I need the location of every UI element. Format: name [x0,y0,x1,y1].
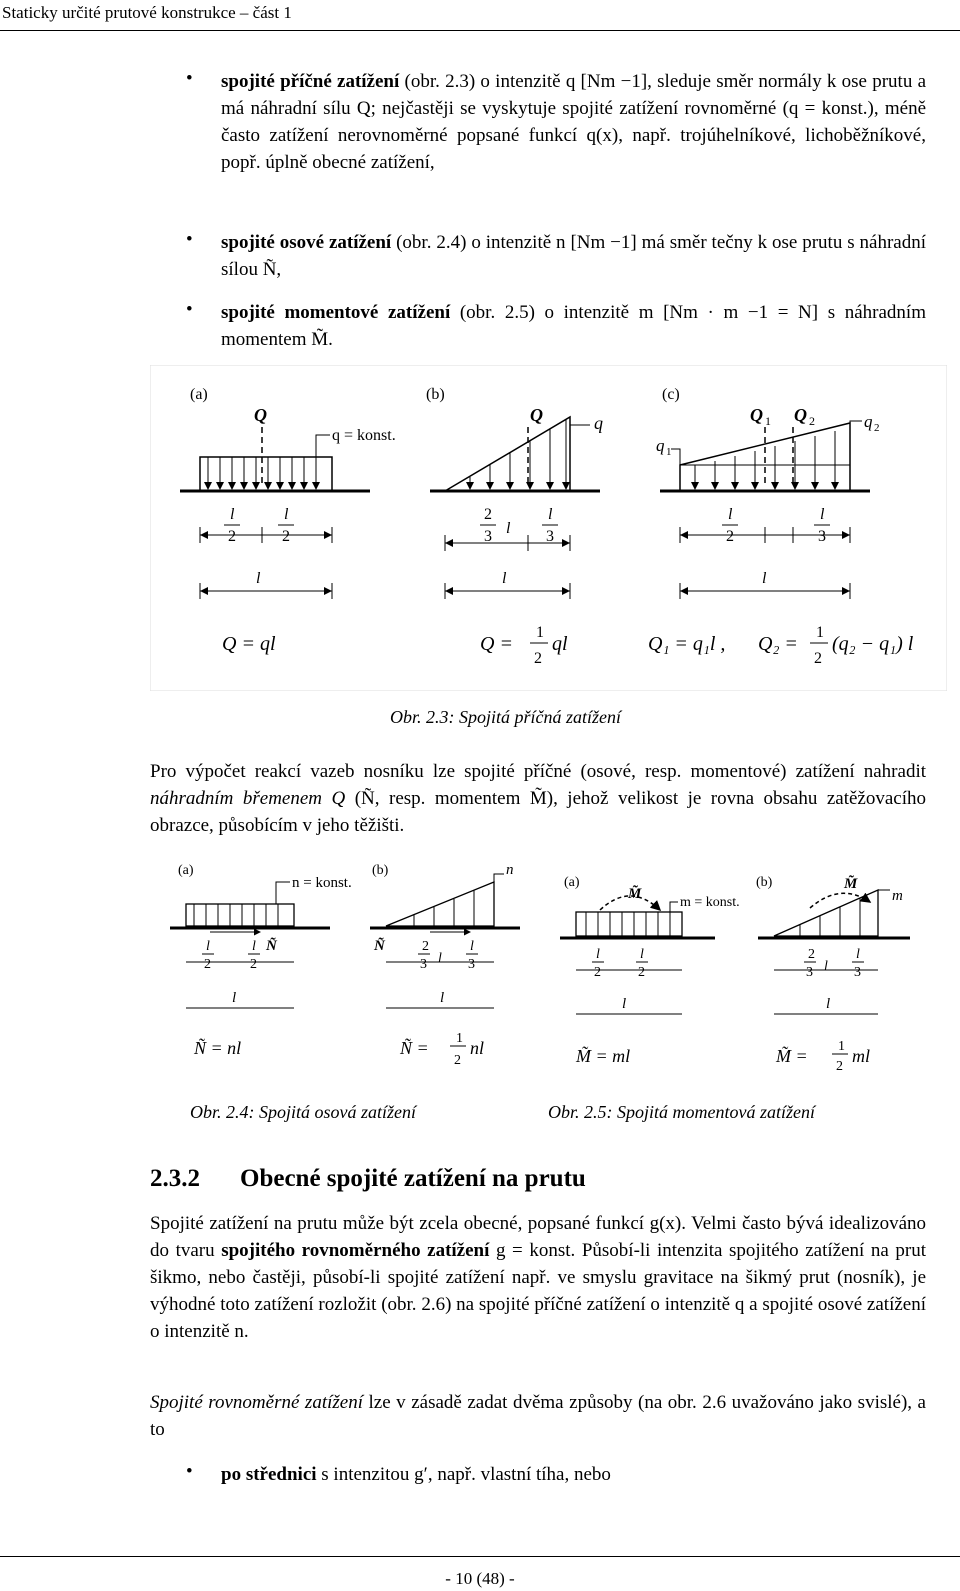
svg-text:(b): (b) [756,875,773,890]
svg-text:1: 1 [816,624,824,641]
bullet-along-centerline: po střednici s intenzitou g′, např. vlastní tíha, nebo [221,1464,611,1485]
svg-text:1: 1 [536,624,544,641]
svg-text:ml: ml [852,1046,870,1066]
panel-label: (a) [190,386,208,403]
svg-text:1: 1 [456,1031,463,1046]
svg-text:M̃: M̃ [844,876,858,892]
formula-5a: M̃ = ml [576,1046,631,1066]
bullet-moment-load [221,299,926,353]
svg-text:q: q [656,436,665,455]
svg-text:nl: nl [470,1038,485,1058]
svg-text:Q: Q [750,405,763,425]
svg-text:2: 2 [282,528,290,545]
panel-label: (b) [426,386,445,403]
svg-text:Q: Q [794,405,807,425]
panel-b-triangular [430,405,603,667]
paragraph-replacement-load: Pro výpočet reakcí vazeb nosníku lze spojité příčné (osové, resp. momentové) zatížení nahradit náhradním břemenem Q (Ñ, resp. momentem M̃), jehož velikost je rovna obsahu zatěžovacího obrazce, působícím v jeho těžišti. [150,761,926,836]
section-heading [150,1165,586,1193]
svg-text:q: q [864,412,873,431]
svg-text:2: 2 [484,506,492,523]
bullet-dot: • [186,229,193,250]
svg-text:n = konst.: n = konst. [292,875,352,891]
svg-text:2: 2 [422,939,429,954]
svg-text:Q: Q [530,405,543,425]
svg-text:3: 3 [818,528,826,545]
svg-text:l: l [856,947,860,962]
fig24-panel-b [370,862,520,1068]
svg-text:l: l [820,506,825,523]
svg-text:l: l [256,570,261,587]
svg-text:2: 2 [250,957,257,972]
svg-text:l: l [470,939,474,954]
header-title: Staticky určité prutové konstrukce – část 1 [2,3,292,22]
svg-text:2: 2 [874,422,880,434]
svg-text:2: 2 [638,965,645,980]
svg-text:3: 3 [854,965,861,980]
caption-fig-2-5: Obr. 2.5: Spojitá momentová zatížení [548,1102,815,1122]
bullet-dot: • [186,1461,193,1482]
figure-2-3 [150,365,947,691]
svg-text:Q =: Q = [480,633,513,655]
svg-text:Q₂ =: Q₂ = [758,633,798,655]
svg-text:2: 2 [836,1059,843,1074]
panel-label: (c) [662,386,680,403]
svg-text:l: l [232,990,237,1006]
svg-text:l: l [826,996,831,1012]
label-q-konst: q = konst. [332,427,396,444]
bullet-text: (obr. 2.3) o intenzitě q [Nm −1], sleduje směr normály k ose prutu a má náhradní sílu Q; nejčastěji se vyskytuje spojité zatížení rovnoměrné (q = konst.), méně často zatížení nerovnoměrné popsané funkcí q(x), např. trojúhelníkové, lichoběžníkové, popř. úplně obecné zatížení, [221,71,927,173]
svg-text:(q₂ − q₁) l: (q₂ − q₁) l [832,633,914,655]
svg-text:2: 2 [454,1053,461,1068]
svg-text:M̃ =: M̃ = [776,1046,808,1066]
svg-text:Ñ =: Ñ = [400,1038,429,1058]
bullet-transverse-load [221,68,926,176]
svg-text:l: l [728,506,733,523]
page-footer [0,1556,960,1588]
section-number: 2.3.2 [150,1165,200,1192]
paragraph-general-load: Spojité zatížení na prutu může být zcela obecné, popsané funkcí g(x). Velmi často bývá idealizováno do tvaru spojitého rovnoměrného zatížení g = konst. Působí-li intenzita spojitého zatížení na prut šikmo, nebo častěji, působí-li spojité zatížení např. ve smyslu gravitace na šikmý prut (nosník), je výhodné toto zatížení rozložit (obr. 2.6) na spojité příčné zatížení o intenzitě q a spojité osové zatížení o intenzitě n. [150,1213,927,1342]
panel-a-uniform [180,405,396,655]
formula-4a: Ñ = nl [194,1038,242,1058]
fig25-panel-a [560,884,740,1066]
formula-c1: Q₁ = q₁l , [648,633,726,655]
bullet-bold: spojité příčné zatížení [221,71,400,92]
svg-text:(a): (a) [564,875,580,890]
bullet-axial-load [221,229,926,283]
label-Q: Q [254,405,267,425]
svg-text:2: 2 [228,528,236,545]
svg-text:2: 2 [809,414,815,428]
formula-a: Q = ql [222,633,276,655]
svg-text:l: l [762,570,767,587]
svg-text:3: 3 [484,528,492,545]
svg-text:ql: ql [552,633,568,655]
svg-text:2: 2 [204,957,211,972]
svg-text:l: l [206,939,210,954]
bullet-bold: spojité osové zatížení [221,232,392,253]
svg-text:l: l [824,959,828,974]
bullet-dot: • [186,68,193,89]
bullet-text: (obr. 2.4) o intenzitě n [Nm −1] má směr tečny k ose prutu s náhradní sílou Ñ, [221,232,927,280]
svg-text:2: 2 [814,650,822,667]
svg-text:3: 3 [468,957,475,972]
figure-2-5 [540,852,930,1088]
svg-text:M̃: M̃ [628,886,642,902]
svg-text:1: 1 [838,1039,845,1054]
svg-text:m: m [892,888,903,904]
svg-text:l: l [506,520,511,537]
svg-text:l: l [438,951,442,966]
svg-text:l: l [502,570,507,587]
svg-text:m = konst.: m = konst. [680,895,740,910]
svg-text:2: 2 [726,528,734,545]
svg-text:n: n [506,862,514,878]
section-title: Obecné spojité zatížení na prutu [240,1165,586,1192]
svg-text:(b): (b) [372,863,389,878]
svg-text:3: 3 [546,528,554,545]
svg-text:2: 2 [534,650,542,667]
bullet-text: (obr. 2.5) o intenzitě m [Nm · m −1 = N] s náhradním momentem M̃. [221,302,926,350]
svg-text:1: 1 [666,446,672,458]
fig25-panel-b [758,874,910,1074]
svg-text:q: q [594,413,603,433]
bullet-bold: spojité momentové zatížení [221,302,451,323]
paragraph-uniform-load: Spojité rovnoměrné zatížení lze v zásadě zadat dvěma způsoby (na obr. 2.6 uvažováno jako svislé), a to [150,1392,926,1440]
svg-text:l: l [230,506,235,523]
svg-text:1: 1 [765,414,771,428]
caption-fig-2-4: Obr. 2.4: Spojitá osová zatížení [190,1102,417,1122]
svg-text:Ñ: Ñ [266,938,277,954]
svg-text:l: l [284,506,289,523]
svg-text:l: l [548,506,553,523]
bullet-dot: • [186,299,193,320]
svg-text:l: l [640,947,644,962]
svg-text:l: l [440,990,445,1006]
svg-text:l: l [252,939,256,954]
svg-text:2: 2 [808,947,815,962]
svg-text:3: 3 [420,957,427,972]
svg-text:(a): (a) [178,863,194,878]
svg-text:3: 3 [806,965,813,980]
panel-c-trapezoidal [648,405,914,667]
svg-text:Ñ: Ñ [374,938,385,954]
fig24-panel-a [170,875,352,1058]
svg-text:2: 2 [594,965,601,980]
page-number: - 10 (48) - [445,1569,515,1588]
figure-2-4 [150,852,530,1088]
svg-text:l: l [596,947,600,962]
caption-fig-2-3: Obr. 2.3: Spojitá příčná zatížení [390,707,622,727]
svg-text:l: l [622,996,627,1012]
page-header [0,0,960,31]
